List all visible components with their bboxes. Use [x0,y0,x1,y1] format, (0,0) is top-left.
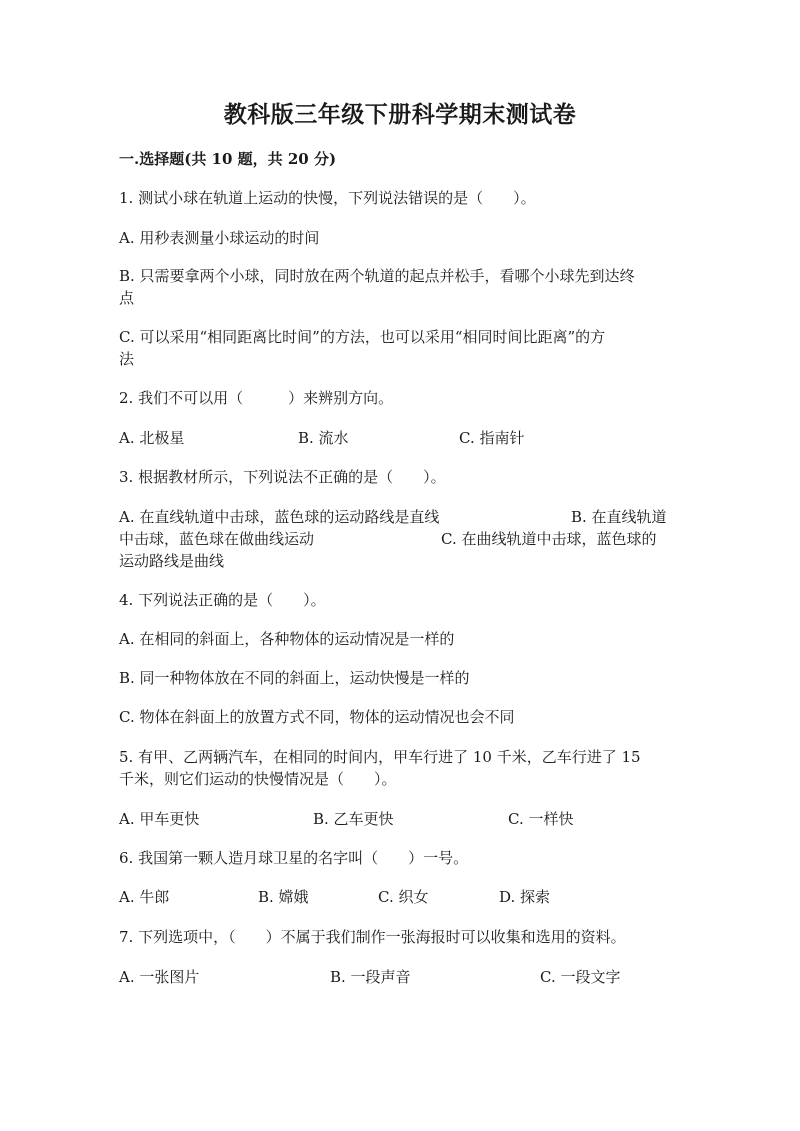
question-1-option-c-line1: C. 可以采用“相同距离比时间”的方法，也可以采用“相同时间比距离”的方 [119,328,606,346]
question-6-stem: 6. 我国第一颗人造月球卫星的名字叫（ ）一号。 [119,849,469,867]
question-4-option-b: B. 同一种物体放在不同的斜面上，运动快慢是一样的 [119,669,470,687]
question-3-option-b-part2: 中击球，蓝色球在做曲线运动 [119,530,315,548]
question-4-stem: 4. 下列说法正确的是（ ）。 [119,591,326,609]
question-3-option-c-part1: C. 在曲线轨道中击球，蓝色球的 [441,530,657,548]
question-1-option-b-line1: B. 只需要拿两个小球，同时放在两个轨道的起点并松手，看哪个小球先到达终 [119,267,635,285]
question-2-option-b: B. 流水 [298,429,349,447]
question-1-stem: 1. 测试小球在轨道上运动的快慢，下列说法错误的是（ ）。 [119,189,536,207]
question-5-option-b: B. 乙车更快 [313,810,394,828]
question-6-option-a: A. 牛郎 [119,888,170,906]
question-6-option-d: D. 探索 [499,888,551,906]
question-3-stem: 3. 根据教材所示，下列说法不正确的是（ ）。 [119,468,446,486]
question-1-option-c-line2: 法 [119,350,135,368]
question-1-option-b-line2: 点 [119,289,135,307]
question-3-option-b-part1: B. 在直线轨道 [571,508,667,526]
question-1-option-a: A. 用秒表测量小球运动的时间 [119,229,320,247]
question-6-option-c: C. 织女 [378,888,429,906]
question-5-stem-line1: 5. 有甲、乙两辆汽车，在相同的时间内，甲车行进了 10 千米，乙车行进了 15 [119,748,641,766]
question-5-option-a: A. 甲车更快 [119,810,200,828]
question-3-option-a: A. 在直线轨道中击球，蓝色球的运动路线是直线 [119,508,440,526]
question-6-option-b: B. 嫦娥 [258,888,309,906]
question-7-option-a: A. 一张图片 [119,968,200,986]
question-2-option-c: C. 指南针 [459,429,525,447]
question-7-option-c: C. 一段文字 [540,968,621,986]
question-5-option-c: C. 一样快 [508,810,574,828]
question-7-stem: 7. 下列选项中，（ ）不属于我们制作一张海报时可以收集和选用的资料。 [119,928,626,946]
page-title: 教科版三年级下册科学期末测试卷 [223,101,577,128]
question-4-option-c: C. 物体在斜面上的放置方式不同，物体的运动情况也会不同 [119,708,515,726]
section-heading: 一.选择题(共 10 题，共 20 分) [119,150,337,168]
question-2-stem: 2. 我们不可以用（ ）来辨别方向。 [119,389,394,407]
question-2-option-a: A. 北极星 [119,429,185,447]
question-4-option-a: A. 在相同的斜面上，各种物体的运动情况是一样的 [119,630,455,648]
question-7-option-b: B. 一段声音 [330,968,411,986]
question-5-stem-line2: 千米，则它们运动的快慢情况是（ ）。 [119,770,397,788]
question-3-option-c-part2: 运动路线是曲线 [119,552,225,570]
